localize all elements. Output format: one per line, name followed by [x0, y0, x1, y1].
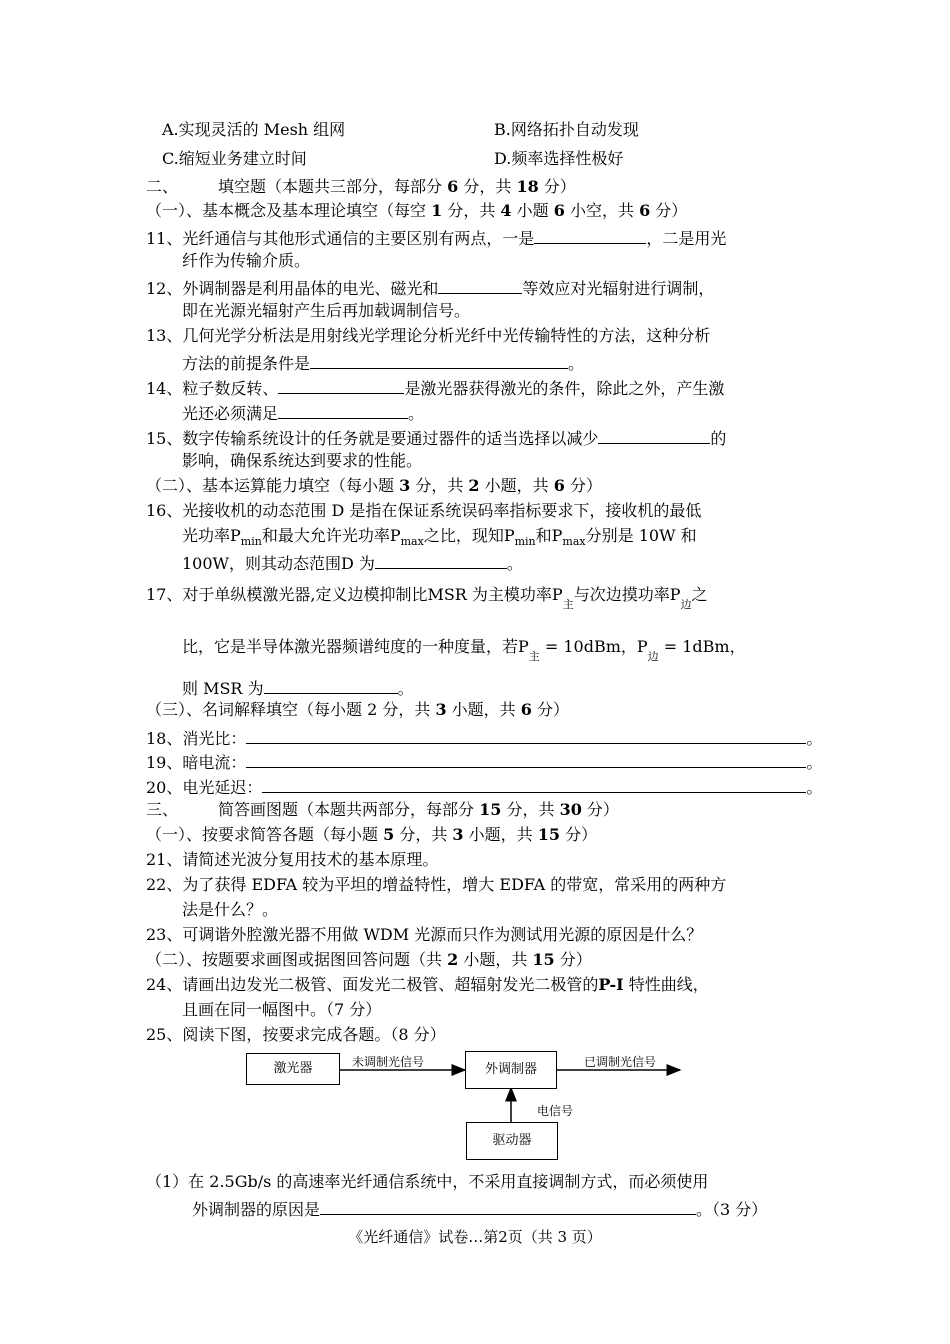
question-17-line-2: 比，它是半导体激光器频谱纯度的一种度量，若$P_主 = 10dBm$，$P_边 = 1dBm$，: [182, 637, 746, 663]
modulator-box: 外调制器: [465, 1051, 557, 1089]
section-3-part-1-heading: （一）、按要求简答各题（每小题 5 分，共 3 小题，共 15 分）: [146, 825, 598, 844]
question-12-line-1: 12、外调制器是利用晶体的电光、磁光和 等效应对光辐射进行调制，: [146, 276, 714, 299]
question-11-line-2: 纤作为传输介质。: [182, 251, 311, 270]
option-c: C.缩短业务建立时间: [162, 149, 307, 168]
section-3-part-2-heading: （二）、按题要求画图或据图回答问题（共 2 小题，共 15 分）: [146, 950, 592, 969]
label-electric: 电信号: [537, 1104, 574, 1118]
question-16-line-2: 光功率$P_{min}$和最大允许光功率$P_{max}$之比，现知$P_{min}$和$P_{max}$分别是 10W 和: [182, 526, 697, 549]
section-3-title: 三、 简答画图题（本题共两部分，每部分 15 分，共 30 分）: [146, 800, 619, 819]
label-modulated: 已调制光信号: [584, 1055, 657, 1069]
page-footer: 《光纤通信》试卷…第2页（共 3 页）: [348, 1228, 602, 1246]
question-13-line-2: 方法的前提条件是 。: [182, 351, 584, 374]
question-14-line-1: 14、粒子数反转、 是激光器获得激光的条件，除此之外，产生激: [146, 376, 724, 399]
question-25-1-line-2: 外调制器的原因是 。（3 分）: [192, 1197, 767, 1220]
question-13-line-1: 13、几何光学分析法是用射线光学理论分析光纤中光传输特性的方法，这种分析: [146, 326, 711, 345]
question-25: 25、阅读下图，按要求完成各题。（8 分）: [146, 1025, 446, 1044]
question-25-1-blank[interactable]: [320, 1197, 696, 1215]
question-17-line-3: 则 MSR 为 。: [182, 676, 414, 699]
question-24-line-2: 且画在同一幅图中。（7 分）: [182, 1000, 382, 1019]
question-15-line-2: 影响，确保系统达到要求的性能。: [182, 451, 423, 470]
question-22-line-2: 法是什么？。: [182, 900, 279, 919]
question-12-line-2: 即在光源光辐射产生后再加载调制信号。: [182, 301, 471, 320]
label-unmodulated: 未调制光信号: [352, 1055, 425, 1069]
question-20: 20、电光延迟： 。: [146, 775, 822, 798]
option-b: B.网络拓扑自动发现: [494, 120, 639, 139]
question-23: 23、可调谐外腔激光器不用做 WDM 光源而只作为测试用光源的原因是什么？: [146, 925, 703, 944]
question-22-line-1: 22、为了获得 EDFA 较为平坦的增益特性，增大 EDFA 的带宽，常采用的两种方: [146, 875, 727, 894]
laser-box: 激光器: [246, 1053, 340, 1085]
section-2-title: 二、 填空题（本题共三部分，每部分 6 分，共 18 分）: [146, 177, 576, 196]
question-24-line-1: 24、请画出边发光二极管、面发光二极管、超辐射发光二极管的P-I 特性曲线，: [146, 975, 709, 994]
question-16-line-3: 100W，则其动态范围D 为 。: [182, 551, 523, 574]
question-25-1-line-1: （1）在 2.5Gb/s 的高速率光纤通信系统中，不采用直接调制方式，而必须使用: [146, 1172, 709, 1191]
question-19: 19、暗电流： 。: [146, 750, 822, 773]
question-14-line-2: 光还必须满足 。: [182, 401, 424, 424]
section-2-part-2-heading: （二）、基本运算能力填空（每小题 3 分，共 2 小题，共 6 分）: [146, 476, 602, 495]
question-21: 21、请简述光波分复用技术的基本原理。: [146, 850, 439, 869]
question-15-line-1: 15、数字传输系统设计的任务就是要通过器件的适当选择以减少 的: [146, 426, 726, 449]
question-11-line-1: 11、光纤通信与其他形式通信的主要区别有两点，一是 ，二是用光: [146, 226, 726, 249]
question-17-line-1: 17、对于单纵模激光器,定义边模抑制比MSR 为主模功率$P_主$与次边摸功率$P_边$之: [146, 585, 708, 611]
driver-box: 驱动器: [466, 1122, 558, 1160]
question-16-line-1: 16、光接收机的动态范围 D 是指在保证系统误码率指标要求下，接收机的最低: [146, 501, 702, 520]
section-2-part-3-heading: （三）、名词解释填空（每小题 2 分，共 3 小题，共 6 分）: [146, 700, 570, 719]
question-18: 18、消光比： 。: [146, 726, 822, 749]
option-a: A.实现灵活的 Mesh 组网: [162, 120, 346, 139]
section-2-part-1-heading: （一）、基本概念及基本理论填空（每空 1 分，共 4 小题 6 小空，共 6 分）: [146, 201, 688, 220]
option-d: D.频率选择性极好: [494, 149, 624, 168]
